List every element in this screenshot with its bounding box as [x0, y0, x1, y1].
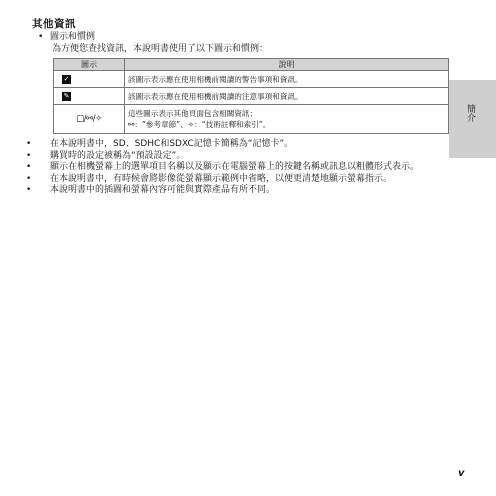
desc-line: 這些圖示表示其他頁面包含相關資訊；	[128, 109, 258, 118]
icon-cell	[54, 71, 125, 88]
bullet-dot: •	[26, 162, 32, 173]
bullet-dot: •	[26, 150, 32, 161]
bullet-title-text: 圖示和慣例	[50, 32, 96, 42]
desc-cell: 該圖示表示應在使用相機前閱讀的注意事項和資訊。	[125, 88, 449, 105]
list-item-text: 在本說明書中，有時候會將影像從螢幕顯示範例中省略，以便更清楚地顯示螢幕指示。	[50, 173, 393, 184]
list-item-text: 本說明書中的插圖和螢幕內容可能與實際產品有所不同。	[50, 185, 276, 196]
header-desc-col: 說明	[125, 59, 449, 71]
icon-cell	[54, 105, 125, 134]
side-tab-label: 簡介	[465, 104, 475, 122]
list-item	[26, 173, 458, 186]
list-item	[26, 150, 458, 163]
intro-text: 為方便您查找資訊，本說明書使用了以下圖示和慣例：	[52, 44, 269, 54]
list-item	[26, 185, 458, 197]
list-item-text: 顯示在相機螢幕上的選單項目名稱以及顯示在電腦螢幕上的按鍵名稱或訊息以粗體形式表示。	[50, 162, 420, 173]
desc-cell: 該圖示表示應在使用相機前閱讀的警告事項和資訊。	[125, 71, 449, 88]
header-icon-col: 圖示	[54, 59, 125, 71]
bullet-dot: •	[26, 173, 32, 184]
list-item-text: 購買時的設定被稱為“預設設定”。	[50, 150, 186, 161]
reference-icons: □/⚯/✧	[76, 114, 102, 124]
bullet-dot: •	[38, 32, 44, 42]
bullet-dot: •	[26, 139, 32, 149]
table-row	[54, 88, 449, 105]
table-row	[54, 71, 449, 88]
table-row	[54, 105, 449, 134]
desc-line: ⚯：“參考章節”、✧：“技術註釋和索引”。	[128, 120, 271, 129]
table-header-row	[54, 59, 449, 71]
list-item	[26, 139, 458, 151]
warning-check-icon: ✓	[63, 74, 70, 83]
page-number: v	[458, 468, 465, 479]
icon-cell	[54, 88, 125, 105]
section-heading: 其他資訊	[32, 18, 76, 30]
bullet-dot: •	[26, 185, 32, 196]
list-item-text: 在本說明書中，SD、SDHC和SDXC記憶卡簡稱為“記憶卡”。	[50, 139, 294, 149]
note-pencil-icon: ✎	[63, 91, 70, 100]
conventions-table	[53, 58, 449, 134]
notes-list	[26, 139, 458, 197]
list-item	[26, 162, 458, 174]
desc-cell	[125, 105, 449, 134]
